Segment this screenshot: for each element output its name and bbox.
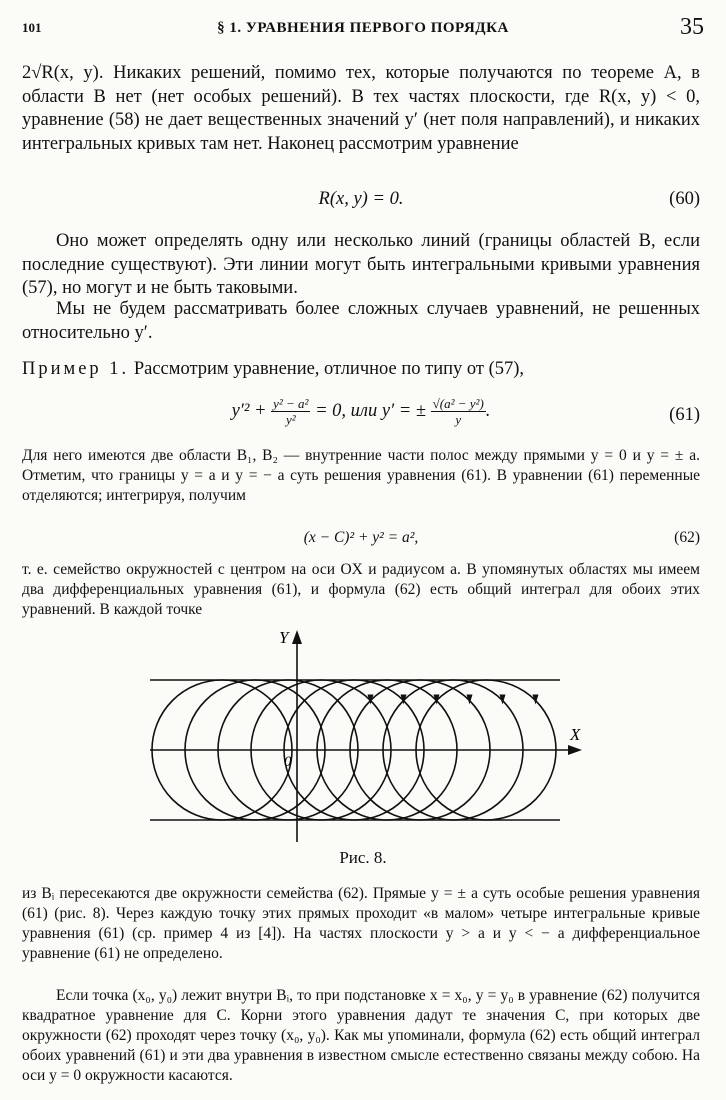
direction-arrows xyxy=(367,695,538,705)
paragraph-7: Если точка (x₀, y₀) лежит внутри Bᵢ, то при подстановке x = x₀, y = y₀ в уравнение (62) получится квадратное уравнение для C. Корни этого уравнения дадут те значения C, при которых две окружности (62) проходят через точку (x₀, y₀). Как мы упоминали, формула (62) есть общий интеграл обоих уравнений (61) и эти два уравнения в известном смысле естественно связаны между собою. На оси y = 0 окружности касаются. xyxy=(22,987,700,1084)
equation-60-formula: R(x, y) = 0. xyxy=(318,189,404,209)
equation-60-number: (60) xyxy=(669,189,700,209)
equation-62-formula: (x − C)² + y² = a², xyxy=(303,529,419,546)
eq61-frac2-denominator: y xyxy=(455,412,462,427)
paragraph-1: 2√R(x, y). Никаких решений, помимо тех, которые получаются по теореме A, в области B нет (нет особых решений). В тех частях плоскости, где R(x, y) < 0, уравнение (58) не дает вещественных значений y′ (нет поля направлений), и никаких интегральных кривых там нет. Наконец рассмотрим уравнение xyxy=(22,63,700,154)
example-label: Пример 1. xyxy=(22,359,130,379)
y-axis-label: Y xyxy=(279,628,289,647)
x-axis-label: X xyxy=(570,725,581,744)
y-axis-arrow xyxy=(292,630,302,644)
paragraph-6: из Bᵢ пересекаются две окружности семейства (62). Прямые y = ± a суть особые решения уравнения (61) (рис. 8). Через каждую точку этих прямых проходит «в малом» четыре интегральные кривые уравнения (61) (ср. пример 4 из [4]). На частях плоскости y > a и y < − a дифференциальное уравнение (61) не определено. xyxy=(22,885,700,962)
eq61-left: y′² + xyxy=(231,400,272,421)
paragraph-3: Мы не будем рассматривать более сложных случаев уравнений, не решенных относительно y′. xyxy=(22,299,700,343)
example-text: Рассмотрим уравнение, отличное по типу от (57), xyxy=(129,359,525,379)
paragraph-5: т. е. семейство окружностей с центром на оси OX и радиусом a. В упомянутых областях мы имеем два дифференциальных уравнения (61), и формула (62) есть общий интеграл для обоих этих уравнений. В каждой точке xyxy=(22,561,700,618)
eq61-frac1-denominator: y² xyxy=(285,412,296,427)
equation-61-number: (61) xyxy=(669,405,700,425)
equation-62-number: (62) xyxy=(674,529,700,546)
eq61-middle: = 0, или y′ = ± xyxy=(310,400,431,421)
eq61-frac1-numerator: y² − a² xyxy=(273,396,309,411)
x-axis-arrow xyxy=(568,745,582,755)
paragraph-2: Оно может определять одну или несколько линий (границы областей B, если последние существуют). Эти линии могут быть интегральными кривыми уравнения (57), но могут и не быть таковыми. xyxy=(22,231,700,298)
figure-caption: Рис. 8. xyxy=(339,848,387,867)
eq61-end: . xyxy=(485,400,491,421)
page-number: 35 xyxy=(680,14,704,40)
origin-label: 0 xyxy=(284,754,292,770)
header-left-mark: 101 xyxy=(22,20,42,35)
header-title: § 1. УРАВНЕНИЯ ПЕРВОГО ПОРЯДКА xyxy=(217,20,509,36)
eq61-frac2-numerator: √(a² − y²) xyxy=(432,396,484,411)
paragraph-4: Для него имеются две области B₁, B₂ — внутренние части полос между прямыми y = 0 и y = ± a. Отметим, что границы y = a и y = − a суть решения уравнения (61). В уравнении (61) переменные отделяются; интегрируя, получим xyxy=(22,447,700,504)
